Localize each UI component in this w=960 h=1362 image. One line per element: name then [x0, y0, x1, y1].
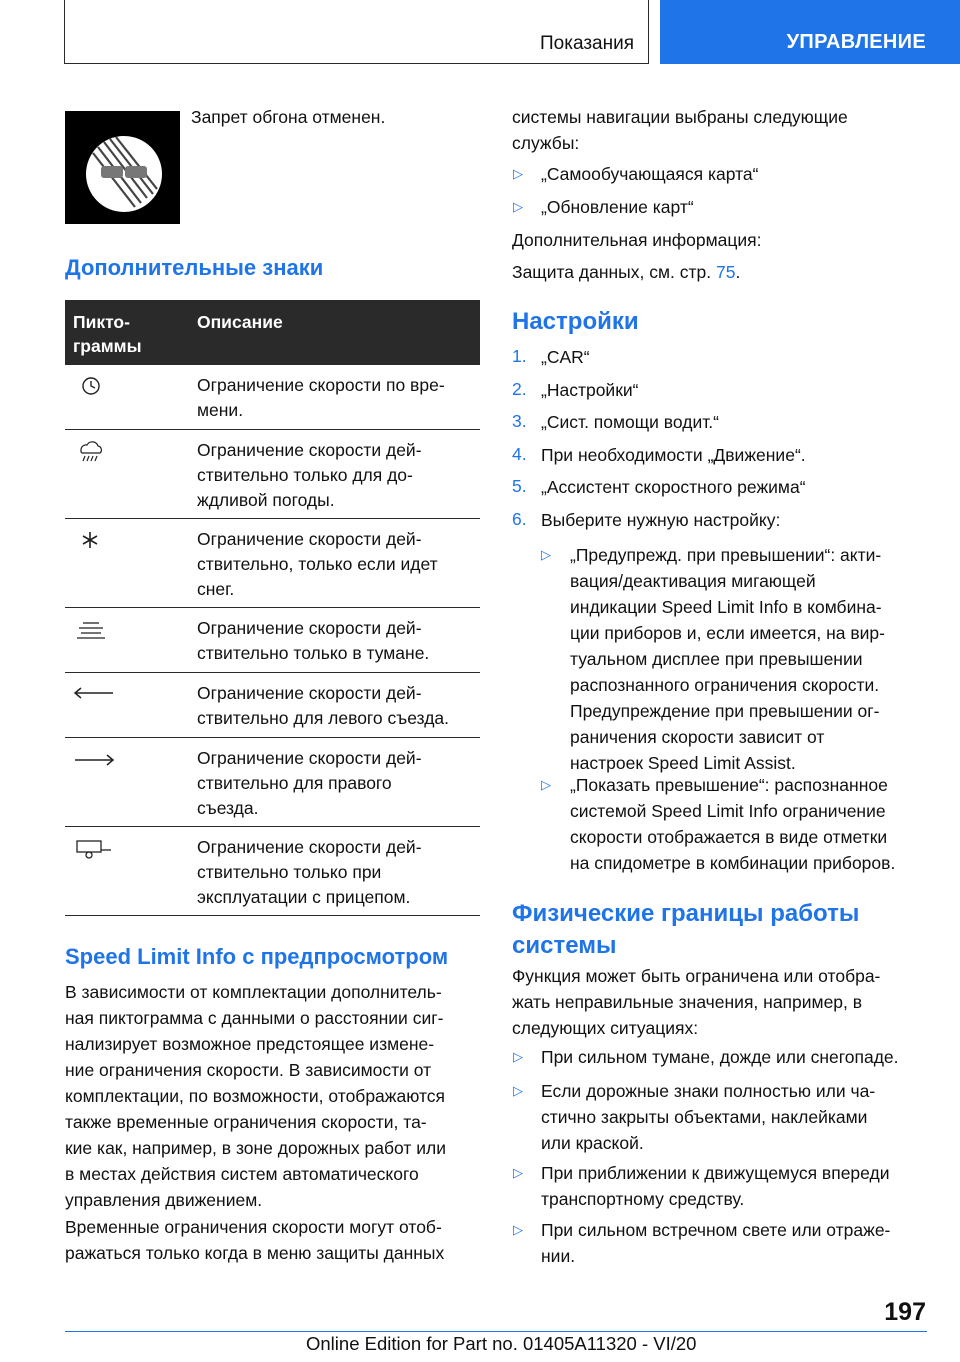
row-text-line: ствительно только для до-	[197, 465, 413, 485]
extra-info-label: Дополнительная информация:	[512, 230, 762, 250]
row-text-line: снег.	[197, 579, 235, 599]
heading-line: системы	[512, 932, 617, 959]
bullet-icon: ▷	[541, 547, 551, 562]
limit-list-item	[541, 1078, 936, 1156]
page-number: 197	[884, 1298, 926, 1326]
privacy-reference-text: Защита данных, см. стр.	[512, 262, 712, 282]
table-header-description: Описание	[197, 312, 283, 332]
paragraph-line: вация/деактивация мигающей	[570, 571, 816, 591]
paragraph-line: ражаться только когда в меню защиты данных	[65, 1243, 445, 1263]
table-row	[65, 738, 480, 827]
header-section-tab	[64, 0, 649, 64]
row-text-line: Ограничение скорости дей-	[197, 618, 422, 638]
paragraph-line: комплектации, по возможности, отображаются	[65, 1086, 446, 1106]
paragraph-line: При сильном тумане, дожде или снегопаде.	[541, 1047, 899, 1067]
row-text-line: Ограничение скорости дей-	[197, 440, 422, 460]
table-header	[65, 300, 480, 365]
fog-icon	[73, 618, 115, 642]
paragraph-line: в местах действия систем автоматического	[65, 1164, 419, 1184]
row-text-line: ждливой погоды.	[197, 490, 335, 510]
paragraph-line: В зависимости от комплектации дополнитель-	[65, 982, 442, 1002]
paragraph-line: настроек Speed Limit Assist.	[570, 753, 796, 773]
show-exceeding-option-description	[570, 772, 930, 876]
paragraph-line: или краской.	[541, 1133, 644, 1153]
step-number: 4.	[512, 444, 527, 464]
paragraph-line: системой Speed Limit Info ограничение	[570, 801, 886, 821]
section-heading-settings: Настройки	[512, 308, 639, 335]
paragraph-line: кие как, например, в зоне дорожных работ или	[65, 1138, 447, 1158]
row-description	[197, 373, 480, 423]
bullet-icon: ▷	[541, 777, 551, 792]
limit-list-item	[541, 1217, 936, 1269]
paragraph-line: „Показать превышение“: распознанное	[570, 775, 888, 795]
paragraph-line: нализирует возможное предстоящее измене-	[65, 1034, 435, 1054]
paragraph-line: скорости отображается в виде отметки	[570, 827, 888, 847]
left-arrow-icon	[73, 683, 115, 707]
row-text-line: Ограничение скорости дей-	[197, 837, 422, 857]
row-text-line: Ограничение скорости дей-	[197, 529, 422, 549]
additional-signs-table	[65, 300, 480, 916]
bullet-icon: ▷	[513, 1222, 523, 1237]
step-text: Выберите нужную настройку:	[541, 510, 781, 530]
service-item: „Обновление карт“	[541, 197, 694, 217]
table-row	[65, 365, 480, 430]
step-number: 3.	[512, 411, 527, 431]
row-text-line: эксплуатации с прицепом.	[197, 887, 411, 907]
trailer-icon	[73, 837, 115, 861]
paragraph-line: следующих ситуациях:	[512, 1018, 699, 1038]
paragraph-line: ние ограничения скорости. В зависимости от	[65, 1060, 432, 1080]
privacy-reference-end: .	[735, 262, 741, 282]
paragraph-line: индикации Speed Limit Info в комбина-	[570, 597, 882, 617]
paragraph-line: на спидометре в комбинации приборов.	[570, 853, 896, 873]
section-heading-additional-signs: Дополнительные знаки	[65, 255, 324, 280]
row-text-line: съезда.	[197, 798, 259, 818]
bullet-icon: ▷	[513, 1083, 523, 1098]
snowflake-icon	[73, 529, 115, 553]
paragraph-line: При приближении к движущемуся впереди	[541, 1163, 890, 1183]
paragraph-line: распознанного ограничения скорости.	[570, 675, 880, 695]
bullet-icon: ▷	[513, 1165, 523, 1180]
row-description	[197, 681, 480, 731]
step-number: 2.	[512, 379, 527, 399]
bullet-icon: ▷	[513, 199, 523, 214]
table-row	[65, 519, 480, 608]
clock-icon	[73, 375, 115, 399]
table-row	[65, 673, 480, 738]
paragraph-line: Функция может быть ограничена или отобра-	[512, 966, 881, 986]
step-text: „CAR“	[541, 347, 590, 367]
rain-icon	[73, 440, 115, 464]
section-heading-system-limits	[512, 898, 859, 962]
limit-list-item	[541, 1044, 936, 1070]
step-text: При необходимости „Движение“.	[541, 445, 806, 465]
paragraph-line: системы навигации выбраны следующие	[512, 107, 848, 127]
row-text-line: ствительно только при	[197, 862, 382, 882]
table-row	[65, 827, 480, 916]
header-section-label: Показания	[540, 33, 634, 54]
paragraph-line: раничения скорости зависит от	[570, 727, 825, 747]
navigation-services-intro	[512, 104, 932, 156]
paragraph-line: транспортному средству.	[541, 1189, 745, 1209]
speed-limit-info-paragraph	[65, 979, 485, 1213]
temporary-limits-paragraph	[65, 1214, 485, 1266]
paragraph-line: Если дорожные знаки полностью или ча-	[541, 1081, 876, 1101]
warning-option-description	[570, 542, 930, 776]
step-number: 5.	[512, 476, 527, 496]
row-description	[197, 835, 480, 910]
row-text-line: Ограничение скорости по вре-	[197, 375, 445, 395]
paragraph-line: жать неправильные значения, например, в	[512, 992, 863, 1012]
system-limits-paragraph	[512, 963, 932, 1041]
header-chapter-tab	[660, 0, 960, 64]
bullet-icon: ▷	[513, 1049, 523, 1064]
row-description	[197, 527, 480, 602]
bullet-icon: ▷	[513, 166, 523, 181]
table-row	[65, 608, 480, 673]
sign-caption: Запрет обгона отменен.	[191, 107, 386, 127]
row-text-line: ствительно только в тумане.	[197, 643, 430, 663]
row-text-line: мени.	[197, 400, 244, 420]
step-text: „Настройки“	[541, 380, 639, 400]
paragraph-line: „Предупрежд. при превышении“: акти-	[570, 545, 882, 565]
step-number: 1.	[512, 346, 527, 366]
header-chapter-label: УПРАВЛЕНИЕ	[786, 31, 926, 53]
section-heading-speed-limit-info: Speed Limit Info с предпросмотром	[65, 944, 449, 969]
step-text: „Сист. помощи водит.“	[541, 412, 719, 432]
table-header-pictogram	[73, 310, 142, 358]
overtaking-end-sign-icon	[65, 111, 180, 224]
privacy-reference	[512, 259, 740, 285]
paragraph-line: Предупреждение при превышении ог-	[570, 701, 880, 721]
table-header-pictogram-line: граммы	[73, 336, 142, 356]
footer-divider	[65, 1331, 927, 1332]
limit-list-item	[541, 1160, 936, 1212]
table-row	[65, 430, 480, 519]
paragraph-line: управления движением.	[65, 1190, 263, 1210]
paragraph-line: При сильном встречном свете или отраже-	[541, 1220, 891, 1240]
right-arrow-icon	[73, 748, 115, 772]
step-text: „Ассистент скоростного режима“	[541, 477, 806, 497]
paragraph-line: службы:	[512, 133, 580, 153]
row-text-line: ствительно для правого	[197, 773, 392, 793]
row-description	[197, 438, 480, 513]
paragraph-line: ции приборов и, если имеется, на вир-	[570, 623, 885, 643]
row-text-line: ствительно, только если идет	[197, 554, 438, 574]
paragraph-line: ная пиктограмма с данными о расстоянии сиг-	[65, 1008, 444, 1028]
footer-edition: Online Edition for Part no. 01405A11320 - VI/20	[306, 1333, 697, 1354]
row-description	[197, 616, 480, 666]
paragraph-line: туальном дисплее при превышении	[570, 649, 863, 669]
row-text-line: Ограничение скорости дей-	[197, 748, 422, 768]
service-item: „Самообучающаяся карта“	[541, 164, 759, 184]
paragraph-line: также временные ограничения скорости, та-	[65, 1112, 427, 1132]
privacy-page-link[interactable]: 75	[715, 262, 736, 282]
paragraph-line: стично закрыты объектами, наклейками	[541, 1107, 868, 1127]
step-number: 6.	[512, 509, 527, 529]
table-header-pictogram-line: Пикто-	[73, 312, 130, 332]
heading-line: Физические границы работы	[512, 900, 860, 927]
paragraph-line: Временные ограничения скорости могут отоб-	[65, 1217, 442, 1237]
row-description	[197, 746, 480, 821]
row-text-line: ствительно для левого съезда.	[197, 708, 450, 728]
paragraph-line: нии.	[541, 1246, 576, 1266]
row-text-line: Ограничение скорости дей-	[197, 683, 422, 703]
